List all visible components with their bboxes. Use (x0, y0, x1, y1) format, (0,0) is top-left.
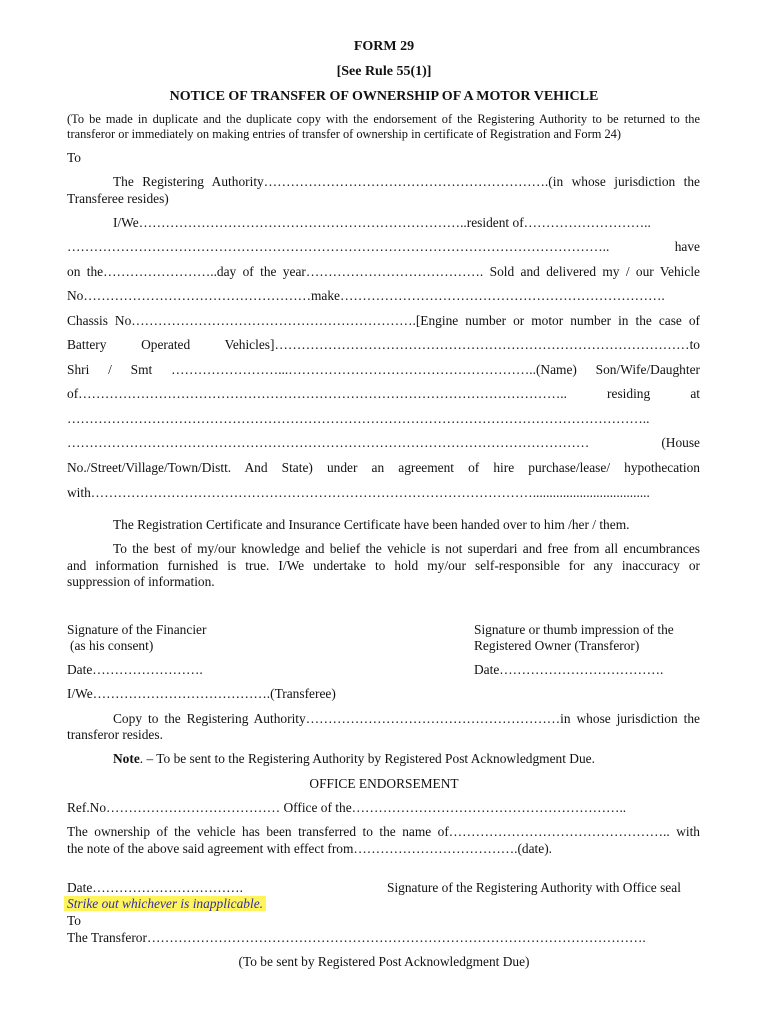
reference-office-line: Ref.No………………………………… Office of the…………………………………………………….. (67, 800, 627, 815)
knowledge-line-1: To the best of my/our knowledge and belief the vehicle is not superdari and free from all encumbrances (113, 541, 700, 556)
owner-transferor-label: Registered Owner (Transferor) (474, 638, 640, 653)
battery-vehicles-line: Battery Operated Vehicles]…………………………………………………………………………………to (67, 337, 700, 352)
transferee-resides-line: Transferee resides) (67, 191, 169, 206)
agreement-with-line: with………………………………………………………………………………………................................... (67, 485, 650, 500)
knowledge-line-2: and information furnished is true. I/We undertake to hold my/our self-responsible for any inaccuracy or (67, 558, 700, 573)
registered-post-footer: (To be sent by Registered Post Acknowledgment Due) (238, 954, 530, 969)
note-text: . – To be sent to the Registering Authority by Registered Post Acknowledgment Due. (139, 751, 595, 766)
authority-signature-label: Signature of the Registering Authority with Office seal (387, 880, 681, 895)
financier-signature-label: Signature of the Financier (67, 622, 207, 637)
chassis-number-line: Chassis No……………………………………………………….[Engine number or motor number in the case of (67, 313, 700, 328)
financier-consent-label: (as his consent) (70, 638, 154, 653)
transferor-resides-line: transferor resides. (67, 727, 163, 742)
rule-reference: [See Rule 55(1)] (336, 64, 432, 79)
vehicle-number-make-line: No……………………………………………make………………………………………………………………. (67, 288, 665, 303)
note-label: Note (113, 751, 140, 766)
sold-date-line: on the……………………..day of the year…………………………………. Sold and delivered my / our Vehicle (67, 264, 700, 279)
shri-smt-line: Shri / Smt ……………………...………………………………………………..(Name) Son/Wife/Daughter (67, 362, 700, 377)
instructions-line-2: transferor or immediately on making entries of transfer of ownership in certificate of Registration and Form 24) (67, 127, 621, 141)
certificates-handed-over: The Registration Certificate and Insurance Certificate have been handed over to him /her / them. (113, 517, 630, 532)
effective-date-line: the note of the above said agreement with effect from……………………………….(date). (67, 841, 553, 856)
office-endorsement-heading: OFFICE ENDORSEMENT (309, 776, 459, 791)
ownership-transferred-line: The ownership of the vehicle has been transferred to the name of………………………………………….. with (67, 824, 700, 839)
endorsement-to-label: To (67, 913, 81, 928)
financier-date: Date……………………. (67, 662, 203, 677)
to-label: To (67, 150, 81, 165)
blank-address-line-1: ………………………………………………………………………………………………………………….. (67, 411, 650, 426)
owner-date: Date………………………………. (474, 662, 664, 677)
strike-out-note (64, 896, 266, 912)
note-line (113, 751, 595, 767)
residing-line: of……………………………………………………………………………………………….. residing at (67, 386, 700, 401)
endorsement-date: Date……………………………. (67, 880, 243, 895)
blank-address-line-2: ……………………………………………………………………………………………………… (House (67, 435, 700, 450)
house-street-line: No./Street/Village/Town/Distt. And State) under an agreement of hire purchase/lease/ hypothecation (67, 460, 700, 475)
knowledge-line-3: suppression of information. (67, 574, 215, 589)
copy-to-authority-line: Copy to the Registering Authority…………………………………………………in whose jurisdiction the (113, 711, 700, 726)
owner-signature-label: Signature or thumb impression of the (474, 622, 674, 637)
address-line: ………………………………………………………………………………………………………….. have (67, 239, 700, 254)
iwe-resident-line: I/We………………………………………………………………..resident of……………………….. (113, 215, 651, 230)
highlighted-strike-note: Strike out whichever is inapplicable. (64, 896, 266, 911)
form-number: FORM 29 (353, 39, 415, 54)
instructions-line-1: (To be made in duplicate and the duplicate copy with the endorsement of the Registering Authority to be returned to the (67, 112, 700, 126)
registering-authority-line: The Registering Authority……………………………………………………….(in whose jurisdiction the (113, 174, 700, 189)
transferor-line: The Transferor…………………………………………………………………………………………………. (67, 930, 646, 945)
transferee-line: I/We………………………………….(Transferee) (67, 686, 336, 701)
form-title: NOTICE OF TRANSFER OF OWNERSHIP OF A MOTOR VEHICLE (169, 89, 599, 104)
